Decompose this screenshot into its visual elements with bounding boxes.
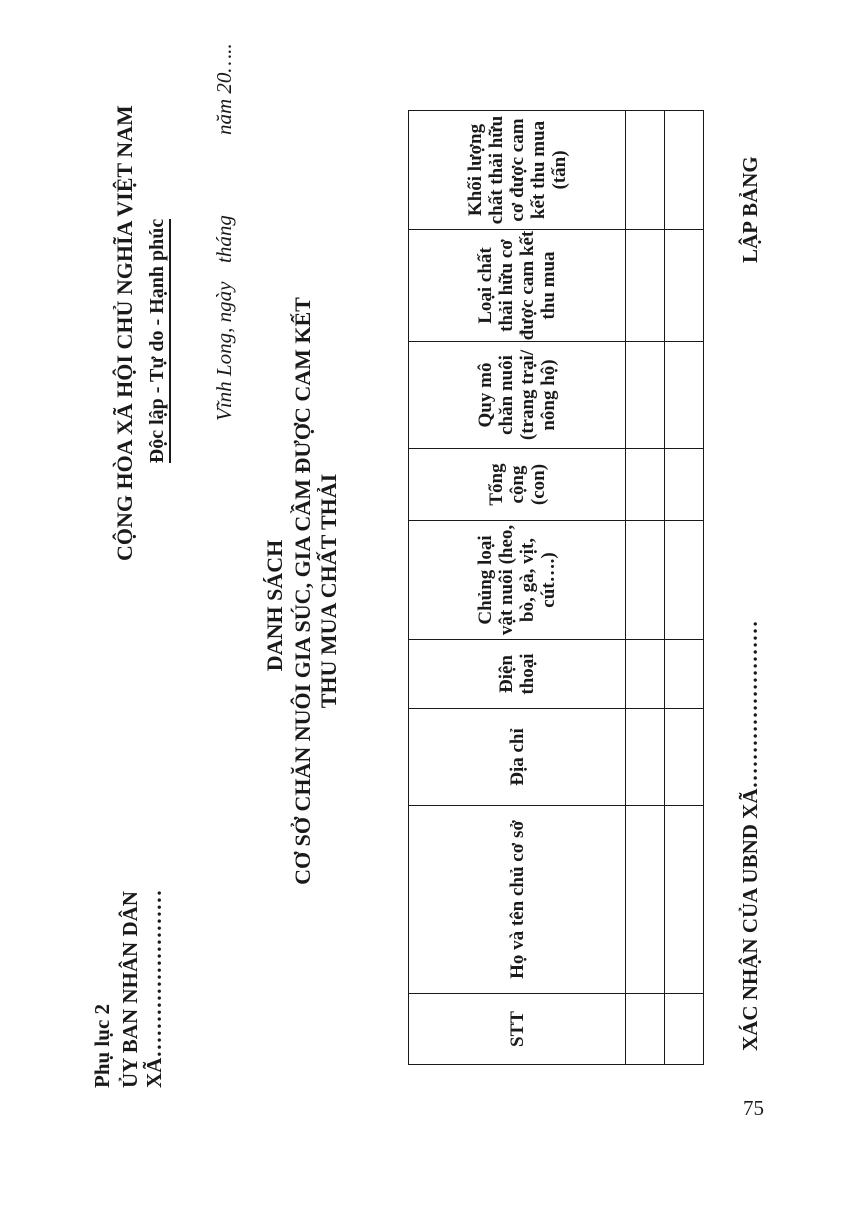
table-cell xyxy=(665,521,704,640)
table-header-row xyxy=(409,111,626,1065)
committee-block xyxy=(118,890,166,1088)
dateline xyxy=(212,1,237,421)
table-row xyxy=(665,111,704,1065)
column-header: Tổng cộng (con) xyxy=(409,449,626,521)
prepared-by: LẬP BẢNG xyxy=(738,156,762,263)
table-cell xyxy=(626,449,665,521)
column-header: Chủng loại vật nuôi (heo, bò, gà, vịt, cút….) xyxy=(409,521,626,640)
table-cell xyxy=(626,342,665,449)
column-header: Địa chỉ xyxy=(409,709,626,806)
column-header: Điện thoại xyxy=(409,640,626,709)
column-header: Khối lượng chất thải hữu cơ được cam kết thu mua (tấn) xyxy=(409,111,626,230)
date-year: năm 20….. xyxy=(212,43,236,135)
national-title: CỘNG HÒA XÃ HỘI CHỦ NGHĨA VIỆT NAM xyxy=(112,105,137,561)
table-cell xyxy=(626,111,665,230)
column-header: STT xyxy=(409,994,626,1065)
table-cell xyxy=(665,449,704,521)
table-cell xyxy=(665,994,704,1065)
table-cell xyxy=(626,521,665,640)
table-cell xyxy=(665,111,704,230)
committee-line-1: ỦY BAN NHÂN DÂN xyxy=(118,891,142,1088)
table-cell xyxy=(626,806,665,994)
national-motto xyxy=(146,121,169,561)
motto-text: Độc lập - Tự do - Hạnh phúc xyxy=(146,219,171,463)
table-row xyxy=(626,111,665,1065)
column-header: Họ và tên chủ cơ sở xyxy=(409,806,626,994)
date-month: tháng xyxy=(212,215,236,263)
table-cell xyxy=(665,342,704,449)
committee-line-2: XÃ…………………… xyxy=(142,889,166,1088)
table-wrapper xyxy=(408,110,704,1065)
table-cell xyxy=(665,640,704,709)
table-cell xyxy=(665,806,704,994)
table-cell xyxy=(665,230,704,342)
table-cell xyxy=(665,709,704,806)
commune-confirmation: XÁC NHẬN CỦA UBND XÃ…………………… xyxy=(738,620,762,1051)
column-header: Loại chất thải hữu cơ được cam kết thu mua xyxy=(409,230,626,342)
list-title: DANH SÁCH xyxy=(262,539,287,672)
list-subtitle: CƠ SỞ CHĂN NUÔI GIA SÚC, GIA CẦM ĐƯỢC CAM KẾT THU MUA CHẤT THẢI xyxy=(290,297,341,885)
livestock-table xyxy=(408,110,704,1065)
table-cell xyxy=(626,640,665,709)
table-cell xyxy=(626,994,665,1065)
date-place: Vĩnh Long, ngày xyxy=(212,281,236,421)
page-number: 75 xyxy=(743,1096,764,1120)
appendix-label: Phụ lục 2 xyxy=(90,1003,114,1088)
table-cell xyxy=(626,230,665,342)
column-header: Quy mô chăn nuôi (trang trại/ nông hộ) xyxy=(409,342,626,449)
table-cell xyxy=(626,709,665,806)
